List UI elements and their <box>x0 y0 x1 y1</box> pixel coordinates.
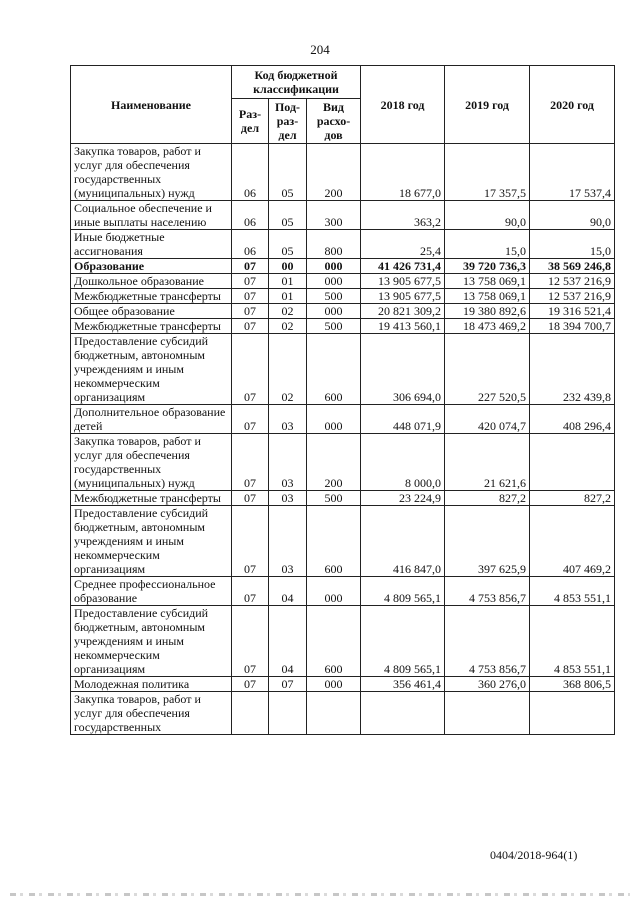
row-value-2019: 360 276,0 <box>445 677 530 692</box>
table-row <box>71 606 615 677</box>
row-value-2018: 25,4 <box>361 230 445 259</box>
row-value-2018: 306 694,0 <box>361 334 445 405</box>
table-row <box>71 304 615 319</box>
row-subsection: 05 <box>269 201 307 230</box>
row-value-2018: 4 809 565,1 <box>361 577 445 606</box>
row-value-2019: 227 520,5 <box>445 334 530 405</box>
row-subsection <box>269 692 307 735</box>
row-subsection: 02 <box>269 334 307 405</box>
table-row <box>71 230 615 259</box>
row-name: Предоставление субсидий бюджетным, автономным учреждениям и иным некоммерческим организациям <box>71 506 232 577</box>
row-value-2019: 420 074,7 <box>445 405 530 434</box>
row-expense-type: 600 <box>307 606 361 677</box>
row-value-2019: 13 758 069,1 <box>445 274 530 289</box>
row-value-2020 <box>530 434 615 491</box>
row-value-2020: 12 537 216,9 <box>530 274 615 289</box>
row-section: 07 <box>232 405 269 434</box>
row-value-2018: 8 000,0 <box>361 434 445 491</box>
row-value-2020: 19 316 521,4 <box>530 304 615 319</box>
row-value-2018: 13 905 677,5 <box>361 274 445 289</box>
scan-edge-artifact <box>10 893 630 896</box>
row-expense-type: 000 <box>307 259 361 274</box>
row-section: 07 <box>232 577 269 606</box>
row-value-2018: 363,2 <box>361 201 445 230</box>
row-name: Иные бюджетные ассигнования <box>71 230 232 259</box>
row-expense-type: 000 <box>307 304 361 319</box>
header-section: Раз-дел <box>232 99 269 144</box>
row-expense-type: 600 <box>307 334 361 405</box>
row-subsection: 00 <box>269 259 307 274</box>
row-name: Закупка товаров, работ и услуг для обеспечения государственных (муниципальных) нужд <box>71 144 232 201</box>
row-value-2020: 827,2 <box>530 491 615 506</box>
row-value-2020: 368 806,5 <box>530 677 615 692</box>
row-value-2018: 13 905 677,5 <box>361 289 445 304</box>
row-subsection: 05 <box>269 230 307 259</box>
row-name: Среднее профессиональное образование <box>71 577 232 606</box>
header-year-2018: 2018 год <box>361 66 445 144</box>
row-value-2019: 18 473 469,2 <box>445 319 530 334</box>
row-value-2019: 13 758 069,1 <box>445 289 530 304</box>
row-subsection: 02 <box>269 319 307 334</box>
row-name: Образование <box>71 259 232 274</box>
row-value-2019: 4 753 856,7 <box>445 606 530 677</box>
row-section: 06 <box>232 201 269 230</box>
row-name: Межбюджетные трансферты <box>71 319 232 334</box>
row-value-2020: 18 394 700,7 <box>530 319 615 334</box>
row-value-2018: 356 461,4 <box>361 677 445 692</box>
row-name: Социальное обеспечение и иные выплаты населению <box>71 201 232 230</box>
budget-table <box>70 65 615 735</box>
row-value-2018: 41 426 731,4 <box>361 259 445 274</box>
row-expense-type: 000 <box>307 577 361 606</box>
row-subsection: 03 <box>269 506 307 577</box>
row-expense-type: 000 <box>307 677 361 692</box>
table-body <box>71 144 615 735</box>
row-value-2018 <box>361 692 445 735</box>
row-value-2020: 15,0 <box>530 230 615 259</box>
row-expense-type: 500 <box>307 491 361 506</box>
row-value-2020: 407 469,2 <box>530 506 615 577</box>
row-subsection: 01 <box>269 274 307 289</box>
table-row <box>71 677 615 692</box>
table-row <box>71 506 615 577</box>
row-value-2019: 21 621,6 <box>445 434 530 491</box>
row-subsection: 03 <box>269 491 307 506</box>
row-value-2019 <box>445 692 530 735</box>
row-value-2020: 90,0 <box>530 201 615 230</box>
row-expense-type: 200 <box>307 434 361 491</box>
row-expense-type: 000 <box>307 405 361 434</box>
document-code: 0404/2018-964(1) <box>490 848 578 862</box>
row-section: 07 <box>232 304 269 319</box>
row-name: Закупка товаров, работ и услуг для обеспечения государственных (муниципальных) нужд <box>71 434 232 491</box>
row-name: Межбюджетные трансферты <box>71 289 232 304</box>
row-section: 07 <box>232 319 269 334</box>
row-expense-type: 500 <box>307 289 361 304</box>
table-row <box>71 201 615 230</box>
row-section <box>232 692 269 735</box>
table-row <box>71 274 615 289</box>
table-row <box>71 144 615 201</box>
row-section: 06 <box>232 230 269 259</box>
table-row <box>71 334 615 405</box>
row-name: Межбюджетные трансферты <box>71 491 232 506</box>
row-subsection: 07 <box>269 677 307 692</box>
row-name: Дошкольное образование <box>71 274 232 289</box>
header-year-2020: 2020 год <box>530 66 615 144</box>
row-subsection: 03 <box>269 434 307 491</box>
row-subsection: 03 <box>269 405 307 434</box>
row-value-2020: 12 537 216,9 <box>530 289 615 304</box>
row-value-2019: 17 357,5 <box>445 144 530 201</box>
row-expense-type <box>307 692 361 735</box>
row-name: Молодежная политика <box>71 677 232 692</box>
row-subsection: 05 <box>269 144 307 201</box>
header-subsection: Под-раз-дел <box>269 99 307 144</box>
row-value-2018: 20 821 309,2 <box>361 304 445 319</box>
row-value-2020: 408 296,4 <box>530 405 615 434</box>
row-value-2020: 4 853 551,1 <box>530 606 615 677</box>
row-section: 07 <box>232 274 269 289</box>
row-value-2018: 19 413 560,1 <box>361 319 445 334</box>
row-value-2018: 416 847,0 <box>361 506 445 577</box>
header-year-2019: 2019 год <box>445 66 530 144</box>
row-value-2020: 4 853 551,1 <box>530 577 615 606</box>
row-value-2019: 39 720 736,3 <box>445 259 530 274</box>
row-value-2019: 15,0 <box>445 230 530 259</box>
row-name: Общее образование <box>71 304 232 319</box>
row-section: 06 <box>232 144 269 201</box>
table-row <box>71 491 615 506</box>
row-section: 07 <box>232 606 269 677</box>
row-value-2019: 19 380 892,6 <box>445 304 530 319</box>
header-expense-type: Вид расхо-дов <box>307 99 361 144</box>
row-value-2018: 4 809 565,1 <box>361 606 445 677</box>
row-subsection: 04 <box>269 577 307 606</box>
row-expense-type: 600 <box>307 506 361 577</box>
row-value-2018: 23 224,9 <box>361 491 445 506</box>
row-section: 07 <box>232 491 269 506</box>
row-value-2020: 38 569 246,8 <box>530 259 615 274</box>
page-number: 204 <box>310 42 330 57</box>
table-row <box>71 577 615 606</box>
row-expense-type: 800 <box>307 230 361 259</box>
table-row <box>71 692 615 735</box>
row-value-2019: 90,0 <box>445 201 530 230</box>
row-subsection: 02 <box>269 304 307 319</box>
row-value-2019: 4 753 856,7 <box>445 577 530 606</box>
row-expense-type: 000 <box>307 274 361 289</box>
table-row <box>71 259 615 274</box>
row-section: 07 <box>232 334 269 405</box>
row-section: 07 <box>232 434 269 491</box>
header-code-group: Код бюджетной классификации <box>232 66 361 99</box>
row-value-2020: 232 439,8 <box>530 334 615 405</box>
row-name: Закупка товаров, работ и услуг для обеспечения государственных <box>71 692 232 735</box>
row-value-2020: 17 537,4 <box>530 144 615 201</box>
row-expense-type: 300 <box>307 201 361 230</box>
header-name: Наименование <box>71 66 232 144</box>
row-section: 07 <box>232 259 269 274</box>
table-row <box>71 405 615 434</box>
table-row <box>71 289 615 304</box>
table-row <box>71 434 615 491</box>
table-row <box>71 319 615 334</box>
row-value-2018: 18 677,0 <box>361 144 445 201</box>
row-value-2019: 397 625,9 <box>445 506 530 577</box>
row-section: 07 <box>232 677 269 692</box>
row-subsection: 01 <box>269 289 307 304</box>
row-subsection: 04 <box>269 606 307 677</box>
row-value-2018: 448 071,9 <box>361 405 445 434</box>
row-name: Предоставление субсидий бюджетным, автономным учреждениям и иным некоммерческим организациям <box>71 606 232 677</box>
row-name: Дополнительное образование детей <box>71 405 232 434</box>
row-name: Предоставление субсидий бюджетным, автономным учреждениям и иным некоммерческим организациям <box>71 334 232 405</box>
row-section: 07 <box>232 289 269 304</box>
row-section: 07 <box>232 506 269 577</box>
row-expense-type: 500 <box>307 319 361 334</box>
row-expense-type: 200 <box>307 144 361 201</box>
row-value-2019: 827,2 <box>445 491 530 506</box>
row-value-2020 <box>530 692 615 735</box>
